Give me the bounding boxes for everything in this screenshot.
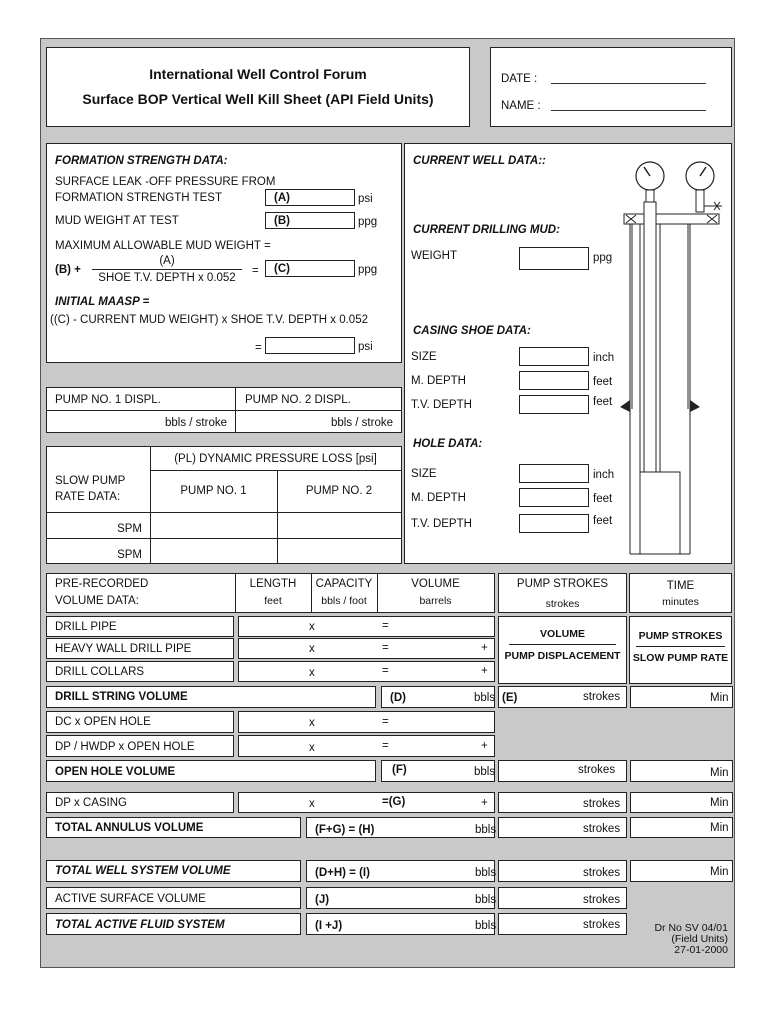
drill-pipe-calc[interactable] <box>238 616 495 637</box>
title-box <box>46 47 470 127</box>
formula-line <box>509 644 616 645</box>
e-label: (E) <box>502 692 518 704</box>
pump-displacement-box <box>46 387 402 433</box>
date-field[interactable] <box>551 83 706 84</box>
d-label: (D) <box>390 692 406 704</box>
pump1-unit: bbls / stroke <box>165 417 227 429</box>
b-label: (B) <box>274 215 290 227</box>
eq-sign: = <box>382 620 389 632</box>
min-unit: Min <box>710 692 729 704</box>
spm-label-1: SPM <box>117 523 142 535</box>
hole-m-depth-input[interactable] <box>519 488 589 507</box>
open-hole-time-input[interactable] <box>630 760 733 782</box>
frac-denominator: SHOE T.V. DEPTH x 0.052 <box>98 272 236 284</box>
hwdp-label: HEAVY WALL DRILL PIPE <box>55 643 192 655</box>
hwdp-label-box <box>46 638 234 659</box>
total-annulus-label: TOTAL ANNULUS VOLUME <box>55 822 204 834</box>
slow-pump-label: SLOW PUMP <box>55 475 126 487</box>
capacity-unit: bbls / foot <box>321 595 367 607</box>
plus-sign: + <box>481 642 488 654</box>
drill-pipe-label: DRILL PIPE <box>55 621 117 633</box>
drill-string-time-input[interactable] <box>630 686 733 708</box>
pump2-displ-label: PUMP NO. 2 DISPL. <box>245 394 351 406</box>
strokes-unit: strokes <box>583 798 621 810</box>
divider <box>47 512 401 513</box>
current-well-heading: CURRENT WELL DATA:: <box>413 155 546 167</box>
mud-weight-test-input[interactable] <box>265 212 355 229</box>
divider <box>150 470 401 471</box>
frac-line <box>92 269 242 270</box>
time-label: TIME <box>666 580 695 592</box>
bbls-unit: bbls <box>475 920 497 932</box>
name-field[interactable] <box>551 110 706 111</box>
slow-pump-rate-table <box>46 446 402 564</box>
min-unit: Min <box>710 767 729 779</box>
drill-pipe-label-box <box>46 616 234 637</box>
rate-data-label: RATE DATA: <box>55 491 121 503</box>
minutes-unit: minutes <box>662 596 699 608</box>
formation-line2: FORMATION STRENGTH TEST <box>55 192 222 204</box>
x-sign: x <box>309 798 315 810</box>
formula-line-2 <box>636 646 725 647</box>
bbls-unit: bbls <box>475 824 497 836</box>
strokes-unit: strokes <box>583 919 621 931</box>
eq-sign: = <box>382 740 389 752</box>
strokes-formula-box <box>498 616 627 684</box>
hole-tv-depth-input[interactable] <box>519 514 589 533</box>
divider <box>47 410 401 411</box>
f-label: (F) <box>392 764 407 776</box>
total-annulus-input[interactable] <box>306 817 495 838</box>
total-active-label-box <box>46 913 301 935</box>
bbls-unit: bbls <box>475 894 497 906</box>
c-label: (C) <box>274 263 290 275</box>
pump1-displ-label: PUMP NO. 1 DISPL. <box>55 394 161 406</box>
total-well-strokes-input[interactable] <box>498 860 627 882</box>
mud-weight-input[interactable] <box>519 247 589 270</box>
capacity-header: CAPACITY <box>315 578 373 590</box>
max-mud-weight-input[interactable] <box>265 260 355 277</box>
dp-open-hole-label: DP / HWDP x OPEN HOLE <box>55 741 195 753</box>
inch-unit-2: inch <box>593 469 615 481</box>
dp-open-hole-calc[interactable] <box>238 735 495 757</box>
eq-sign: = <box>382 642 389 654</box>
hwdp-calc[interactable] <box>238 638 495 659</box>
divider <box>47 538 401 539</box>
dp-casing-label-box <box>46 792 234 813</box>
b-plus: (B) + <box>55 264 81 276</box>
length-header: LENGTH <box>249 578 297 590</box>
x-sign: x <box>309 621 315 633</box>
fg-label: (F+G) = (H) <box>315 824 375 836</box>
doc-units: (Field Units) <box>671 933 728 945</box>
strokes-unit: strokes <box>583 691 621 703</box>
formula-pump-displacement: PUMP DISPLACEMENT <box>504 650 621 662</box>
dh-label: (D+H) = (I) <box>315 867 370 879</box>
min-unit: Min <box>710 866 729 878</box>
inch-unit: inch <box>593 352 615 364</box>
pump-strokes-label: PUMP STROKES <box>516 578 609 590</box>
time-formula-box <box>629 616 732 684</box>
total-annulus-time-input[interactable] <box>630 817 733 838</box>
casing-tv-depth-label: T.V. DEPTH <box>411 399 472 411</box>
drill-collars-label-box <box>46 661 234 682</box>
min-unit: Min <box>710 797 729 809</box>
hole-heading: HOLE DATA: <box>413 438 483 450</box>
bbls-unit: bbls <box>475 867 497 879</box>
formation-strength-box <box>46 143 402 363</box>
drill-string-volume-label-box <box>46 686 376 708</box>
volume-unit: barrels <box>419 595 452 607</box>
open-hole-strokes-input[interactable] <box>498 760 627 782</box>
strokes-unit: strokes <box>583 823 621 835</box>
active-surface-strokes-input[interactable] <box>498 887 627 909</box>
casing-heading: CASING SHOE DATA: <box>413 325 531 337</box>
ppg-unit-2: ppg <box>358 264 378 276</box>
hole-size-label: SIZE <box>411 468 437 480</box>
ppg-unit-3: ppg <box>593 252 613 264</box>
drill-string-volume-label: DRILL STRING VOLUME <box>55 691 188 703</box>
eq-sign: = <box>382 665 389 677</box>
casing-tv-depth-input[interactable] <box>519 395 589 414</box>
strokes-unit: strokes <box>583 894 621 906</box>
sheet-title: Surface BOP Vertical Well Kill Sheet (API Field Units) <box>82 91 434 107</box>
wellbore-diagram <box>610 154 730 559</box>
org-name: International Well Control Forum <box>149 66 367 82</box>
dc-open-hole-calc[interactable] <box>238 711 495 733</box>
drill-string-strokes-input[interactable] <box>498 686 627 708</box>
max-allow-label: MAXIMUM ALLOWABLE MUD WEIGHT = <box>55 240 271 252</box>
feet-unit: feet <box>593 376 613 388</box>
pump2-unit: bbls / stroke <box>331 417 393 429</box>
total-well-time-input[interactable] <box>630 860 733 882</box>
feet-unit-4: feet <box>593 515 613 527</box>
equals-sign: = <box>252 265 259 277</box>
plus-sign: + <box>481 797 488 809</box>
ppg-unit: ppg <box>358 216 378 228</box>
pl-heading: (PL) DYNAMIC PRESSURE LOSS [psi] <box>174 453 377 465</box>
formation-line1: SURFACE LEAK -OFF PRESSURE FROM <box>55 176 276 188</box>
maasp-unit: psi <box>358 341 373 353</box>
pump-strokes-header <box>498 573 627 613</box>
total-active-strokes-input[interactable] <box>498 913 627 935</box>
drill-string-volume-input[interactable] <box>381 686 495 708</box>
dp-casing-strokes-input[interactable] <box>498 792 627 813</box>
hole-tv-depth-label: T.V. DEPTH <box>411 518 472 530</box>
g-label: =(G) <box>382 796 406 808</box>
casing-m-depth-label: M. DEPTH <box>411 375 466 387</box>
x-sign: x <box>309 667 315 679</box>
hole-size-input[interactable] <box>519 464 589 483</box>
frac-numerator: (A) <box>159 255 175 267</box>
dp-casing-time-input[interactable] <box>630 792 733 813</box>
plus-sign: + <box>481 665 488 677</box>
drill-collars-calc[interactable] <box>238 661 495 682</box>
open-hole-volume-label-box <box>46 760 376 782</box>
date-label: DATE : <box>501 73 538 85</box>
eq-sign: = <box>382 716 389 728</box>
pre-recorded-label: PRE-RECORDED <box>55 578 149 590</box>
j-label: (J) <box>315 894 330 906</box>
total-well-input[interactable] <box>306 860 495 882</box>
divider <box>277 470 278 563</box>
mud-weight-test-label: MUD WEIGHT AT TEST <box>55 215 179 227</box>
maasp-formula: ((C) - CURRENT MUD WEIGHT) x SHOE T.V. DEPTH x 0.052 <box>50 314 368 326</box>
open-hole-volume-label: OPEN HOLE VOLUME <box>55 766 176 778</box>
total-annulus-label-box <box>46 817 301 838</box>
maasp-heading: INITIAL MAASP = <box>55 296 150 308</box>
x-sign: x <box>309 742 315 754</box>
total-active-label: TOTAL ACTIVE FLUID SYSTEM <box>55 919 225 931</box>
formation-heading: FORMATION STRENGTH DATA: <box>55 155 228 167</box>
dc-open-hole-label-box <box>46 711 234 733</box>
maasp-equals: = <box>255 342 262 354</box>
total-annulus-strokes-input[interactable] <box>498 817 627 838</box>
x-sign: x <box>309 717 315 729</box>
active-surface-label: ACTIVE SURFACE VOLUME <box>55 893 206 905</box>
total-active-input[interactable] <box>306 913 495 935</box>
plus-sign: + <box>481 740 488 752</box>
psi-unit: psi <box>358 193 373 205</box>
feet-unit-3: feet <box>593 493 613 505</box>
pre-recorded-header <box>46 573 495 613</box>
pump-no-1-header: PUMP NO. 1 <box>180 485 247 497</box>
pump-no-2-header: PUMP NO. 2 <box>305 485 373 497</box>
current-well-data-box <box>404 143 732 564</box>
open-hole-volume-input[interactable] <box>381 760 495 782</box>
volume-data-label: VOLUME DATA: <box>55 595 139 607</box>
strokes-unit: strokes <box>545 598 580 610</box>
dp-casing-calc[interactable] <box>238 792 495 813</box>
bbls-unit: bbls <box>474 766 496 778</box>
maasp-input[interactable] <box>265 337 355 354</box>
x-sign: x <box>309 643 315 655</box>
hole-m-depth-label: M. DEPTH <box>411 492 466 504</box>
casing-m-depth-input[interactable] <box>519 371 589 390</box>
dp-open-hole-label-box <box>46 735 234 757</box>
strokes-unit: strokes <box>578 764 616 776</box>
current-mud-heading: CURRENT DRILLING MUD: <box>413 224 560 236</box>
drill-collars-label: DRILL COLLARS <box>55 666 145 678</box>
casing-size-label: SIZE <box>411 351 437 363</box>
total-well-label: TOTAL WELL SYSTEM VOLUME <box>55 865 231 877</box>
formula-pump-strokes: PUMP STROKES <box>638 630 723 642</box>
formula-slow-pump-rate: SLOW PUMP RATE <box>632 652 729 664</box>
name-label: NAME : <box>501 100 541 112</box>
leak-off-input[interactable] <box>265 189 355 206</box>
bbls-unit: bbls <box>474 692 496 704</box>
doc-date: 27-01-2000 <box>674 944 728 956</box>
weight-label: WEIGHT <box>411 250 457 262</box>
strokes-unit: strokes <box>583 867 621 879</box>
active-surface-input[interactable] <box>306 887 495 909</box>
length-unit: feet <box>264 595 282 607</box>
total-well-label-box <box>46 860 301 882</box>
ij-label: (I +J) <box>315 920 343 932</box>
dc-open-hole-label: DC x OPEN HOLE <box>55 716 151 728</box>
casing-size-input[interactable] <box>519 347 589 366</box>
volume-header: VOLUME <box>411 578 460 590</box>
spm-label-2: SPM <box>117 549 142 561</box>
time-header <box>629 573 732 613</box>
formula-volume: VOLUME <box>540 628 585 640</box>
doc-number: Dr No SV 04/01 <box>654 922 728 934</box>
min-unit: Min <box>710 822 729 834</box>
feet-unit-2: feet <box>593 396 613 408</box>
dp-casing-label: DP x CASING <box>55 797 127 809</box>
a-label: (A) <box>274 192 290 204</box>
active-surface-label-box <box>46 887 301 909</box>
date-name-box <box>490 47 732 127</box>
